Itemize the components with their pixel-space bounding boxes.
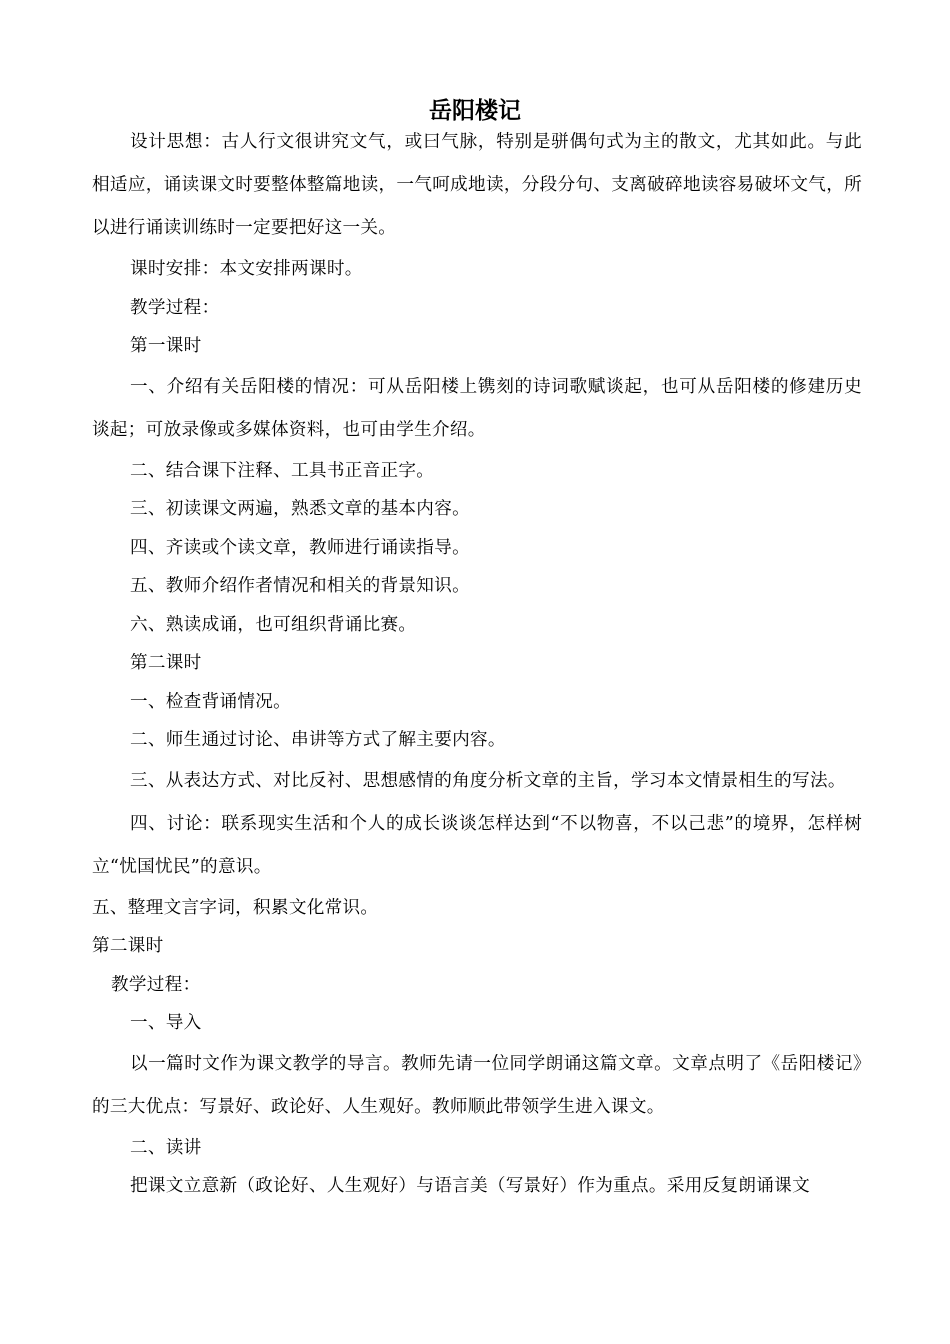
paragraph-schedule: 课时安排：本文安排两课时。: [130, 259, 363, 279]
paragraph-lesson-one-step-6: 六、熟读成诵，也可组织背诵比赛。: [130, 614, 417, 635]
paragraph-lesson-two-step-3: 三、从表达方式、对比反衬、思想感情的角度分析文章的主旨，学习本文情景相生的写法。: [130, 770, 846, 791]
paragraph-second-lesson-heading: 第二课时: [92, 936, 164, 956]
paragraph-lesson-one-heading: 第一课时: [130, 336, 202, 356]
paragraph-lesson-one-step-5: 五、教师介绍作者情况和相关的背景知识。: [130, 576, 470, 596]
paragraph-process-heading: 教学过程：: [130, 297, 220, 318]
paragraph-reading-heading: 二、读讲: [130, 1137, 202, 1158]
paragraph-lesson-two-step-2: 二、师生通过讨论、串讲等方式了解主要内容。: [130, 730, 506, 750]
document-title: 岳阳楼记: [429, 98, 521, 124]
paragraph-lesson-one-step-1: 一、介绍有关岳阳楼的情况：可从岳阳楼上镌刻的诗词歌赋谈起，也可从岳阳楼的修建历史谈起；可放录像或多媒体资料，也可由学生介绍。: [92, 376, 862, 440]
paragraph-lesson-one-step-3: 三、初读课文两遍，熟悉文章的基本内容。: [130, 499, 470, 519]
document-body: [92, 121, 862, 1206]
paragraph-intro-body: 以一篇时文作为课文教学的导言。教师先请一位同学朗诵这篇文章。文章点明了《岳阳楼记》的三大优点：写景好、政论好、人生观好。教师顺此带领学生进入课文。: [92, 1053, 862, 1117]
paragraph-lesson-two-step-1: 一、检查背诵情况。: [130, 691, 292, 712]
paragraph-lesson-two-step-4: 四、讨论：联系现实生活和个人的成长谈谈怎样达到“不以物喜，不以己悲”的境界，怎样树立“忧国忧民”的意识。: [92, 813, 862, 877]
paragraph-second-process-heading: 教学过程：: [111, 974, 201, 995]
paragraph-lesson-two-heading: 第二课时: [130, 653, 202, 673]
paragraph-lesson-one-step-4: 四、齐读或个读文章，教师进行诵读指导。: [130, 537, 470, 558]
paragraph-reading-body: 把课文立意新（政论好、人生观好）与语言美（写景好）作为重点。采用反复朗诵课文: [130, 1176, 810, 1196]
paragraph-lesson-one-step-2: 二、结合课下注释、工具书正音正字。: [130, 460, 435, 481]
paragraph-intro-heading: 一、导入: [130, 1013, 202, 1033]
paragraph-lesson-two-step-5: 五、整理文言字词，积累文化常识。: [92, 897, 379, 918]
paragraph-design-idea: 设计思想：古人行文很讲究文气，或曰气脉，特别是骈偶句式为主的散文，尤其如此。与此相适应，诵读课文时要整体整篇地读，一气呵成地读，分段分句、支离破碎地读容易破坏文气，所以进行诵读训练时一定要把好这一关。: [92, 132, 862, 238]
